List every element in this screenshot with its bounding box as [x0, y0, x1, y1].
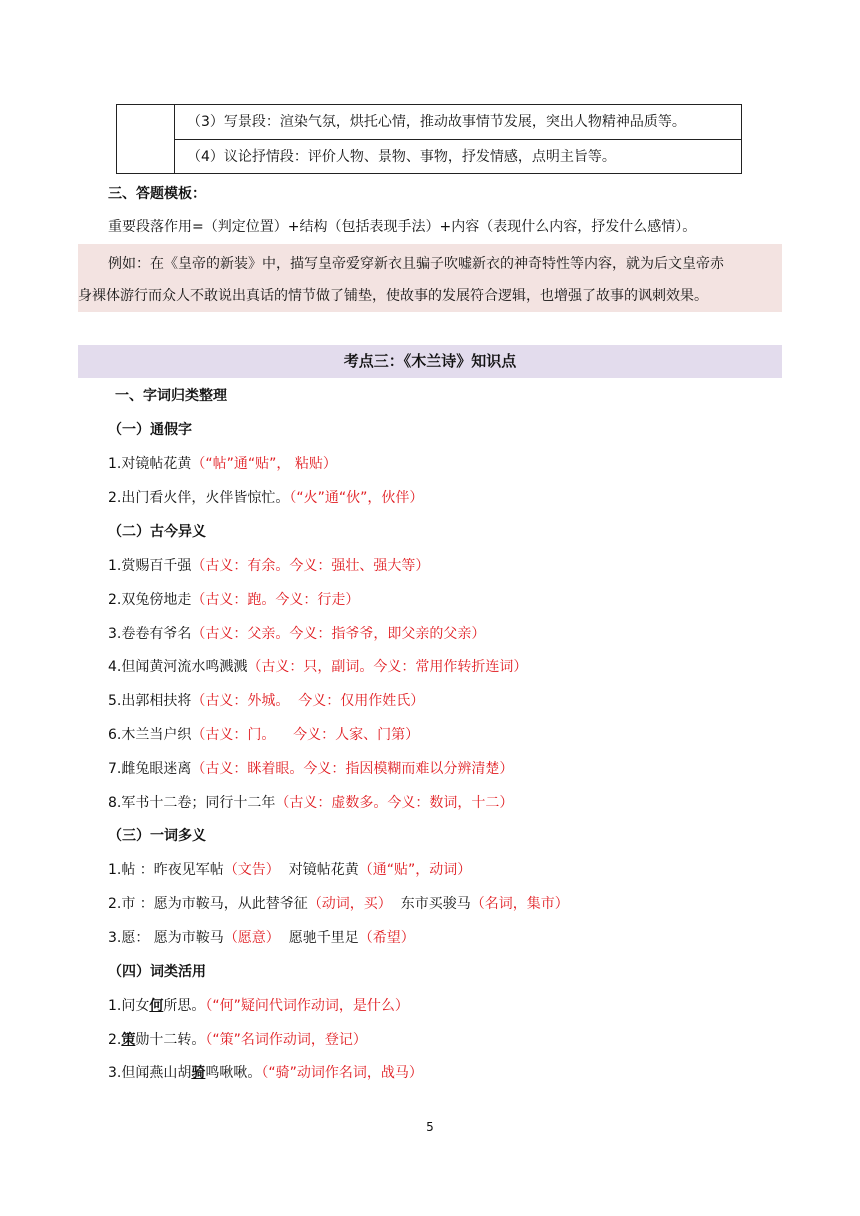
- item-text: 1.帖 ：昨夜见军帖: [108, 862, 224, 878]
- item-pre: 3.但闻燕山胡: [108, 1065, 192, 1081]
- list-item: [108, 488, 423, 508]
- item-text-2: 愿驰千里足: [279, 930, 359, 946]
- item-note-2: （希望）: [358, 930, 415, 946]
- example-line-2: 身裸体游行而众人不敢说出真话的情节做了铺垫，使故事的发展符合逻辑，也增强了故事的讽刺效果。: [78, 288, 708, 304]
- heading-words: 一、字词归类整理: [115, 388, 227, 404]
- list-item: [108, 590, 359, 610]
- item-note: （古义：父亲。今义：指爷爷，即父亲的父亲）: [191, 626, 486, 642]
- item-note: （文告）: [223, 862, 280, 878]
- item-post: 鸣啾啾。: [205, 1065, 262, 1081]
- list-item: [108, 556, 429, 576]
- item-text: 4.但闻黄河流水鸣溅溅: [108, 659, 248, 675]
- template-heading: 三、答题模板：: [108, 186, 206, 202]
- list-item: [108, 860, 471, 880]
- list-item: [108, 894, 569, 914]
- item-note: （“策”名词作动词，登记）: [205, 1032, 367, 1048]
- item-note: （古义：虚数多。今义：数词，十二）: [275, 795, 514, 811]
- list-item: [108, 725, 419, 745]
- item-note: （古义：跑。今义：行走）: [191, 592, 360, 608]
- example-box: [78, 244, 782, 312]
- list-item: [108, 759, 513, 779]
- item-text: 3.愿： 愿为市鞍马: [108, 930, 224, 946]
- sub-gujin: （二）古今异义: [108, 524, 206, 540]
- table-row-4: （4）议论抒情段：评价人物、景物、事物，抒发情感，点明主旨等。: [187, 149, 616, 165]
- item-text: 2.市 ：愿为市鞍马，从此替爷征: [108, 896, 308, 912]
- list-item: [108, 1030, 367, 1050]
- table-left-cell: [117, 105, 175, 173]
- example-line-1: 例如：在《皇帝的新装》中，描写皇帝爱穿新衣且骗子吹嘘新衣的神奇特性等内容，就为后文皇帝赤: [108, 256, 724, 272]
- item-note: （古义：外城。 今义：仅用作姓氏）: [191, 693, 425, 709]
- item-text: 2.出门看火伴，火伴皆惊忙。: [108, 490, 290, 506]
- table-row-3: （3）写景段：渲染气氛，烘托心情，推动故事情节发展，突出人物精神品质等。: [175, 105, 741, 140]
- section-title: 考点三：《木兰诗》知识点: [78, 345, 782, 378]
- item-text: 8.军书十二卷；同行十二年: [108, 795, 276, 811]
- list-item: [108, 691, 424, 711]
- item-note: （“何”疑问代词作动词，是什么）: [205, 998, 409, 1014]
- item-text: 1.赏赐百千强: [108, 558, 192, 574]
- item-note-2: （通“贴”，动词）: [358, 862, 472, 878]
- item-text: 5.出郭相扶将: [108, 693, 192, 709]
- sub-huoyong: （四）词类活用: [108, 964, 206, 980]
- item-note: （古义：眯着眼。今义：指因模糊而难以分辨清楚）: [191, 761, 514, 777]
- item-post: 所思。: [163, 998, 206, 1014]
- item-text: 1.对镜帖花黄: [108, 456, 192, 472]
- item-text: 7.雌兔眼迷离: [108, 761, 192, 777]
- list-item: [108, 624, 485, 644]
- list-item: [108, 793, 513, 813]
- item-text: 2.双兔傍地走: [108, 592, 192, 608]
- template-formula: 重要段落作用=（判定位置）+结构（包括表现手法）+内容（表现什么内容，抒发什么感情）。: [108, 219, 697, 235]
- list-item: [108, 996, 409, 1016]
- page-number: 5: [426, 1120, 434, 1134]
- item-note: （动词，买）: [307, 896, 392, 912]
- item-note: （古义：只，副词。今义：常用作转折连词）: [247, 659, 528, 675]
- item-pre: 2.: [108, 1032, 122, 1048]
- item-text: 6.木兰当户织: [108, 727, 192, 743]
- item-note-2: （名词，集市）: [470, 896, 569, 912]
- list-item: [108, 657, 527, 677]
- item-post: 勋十二转。: [135, 1032, 206, 1048]
- item-text: 3.卷卷有爷名: [108, 626, 192, 642]
- item-note: （“骑”动词作名词，战马）: [261, 1065, 423, 1081]
- item-pre: 1.问女: [108, 998, 150, 1014]
- item-note: （“火”通“伙”，伙伴）: [289, 490, 424, 506]
- item-text-2: 对镜帖花黄: [279, 862, 359, 878]
- item-text-2: 东市买骏马: [391, 896, 471, 912]
- item-note: （“帖”通“贴”， 粘贴）: [191, 456, 337, 472]
- item-note: （古义：有余。今义：强壮、强大等）: [191, 558, 430, 574]
- item-note: （愿意）: [223, 930, 280, 946]
- list-item: [108, 928, 415, 948]
- item-key: 骑: [191, 1065, 206, 1081]
- function-table: [116, 104, 742, 174]
- sub-tongjia: （一）通假字: [108, 422, 192, 438]
- item-note: （古义：门。 今义：人家、门第）: [191, 727, 420, 743]
- item-key: 策: [121, 1032, 136, 1048]
- list-item: [108, 454, 337, 474]
- item-key: 何: [149, 998, 164, 1014]
- sub-yici: （三）一词多义: [108, 828, 206, 844]
- list-item: [108, 1063, 423, 1083]
